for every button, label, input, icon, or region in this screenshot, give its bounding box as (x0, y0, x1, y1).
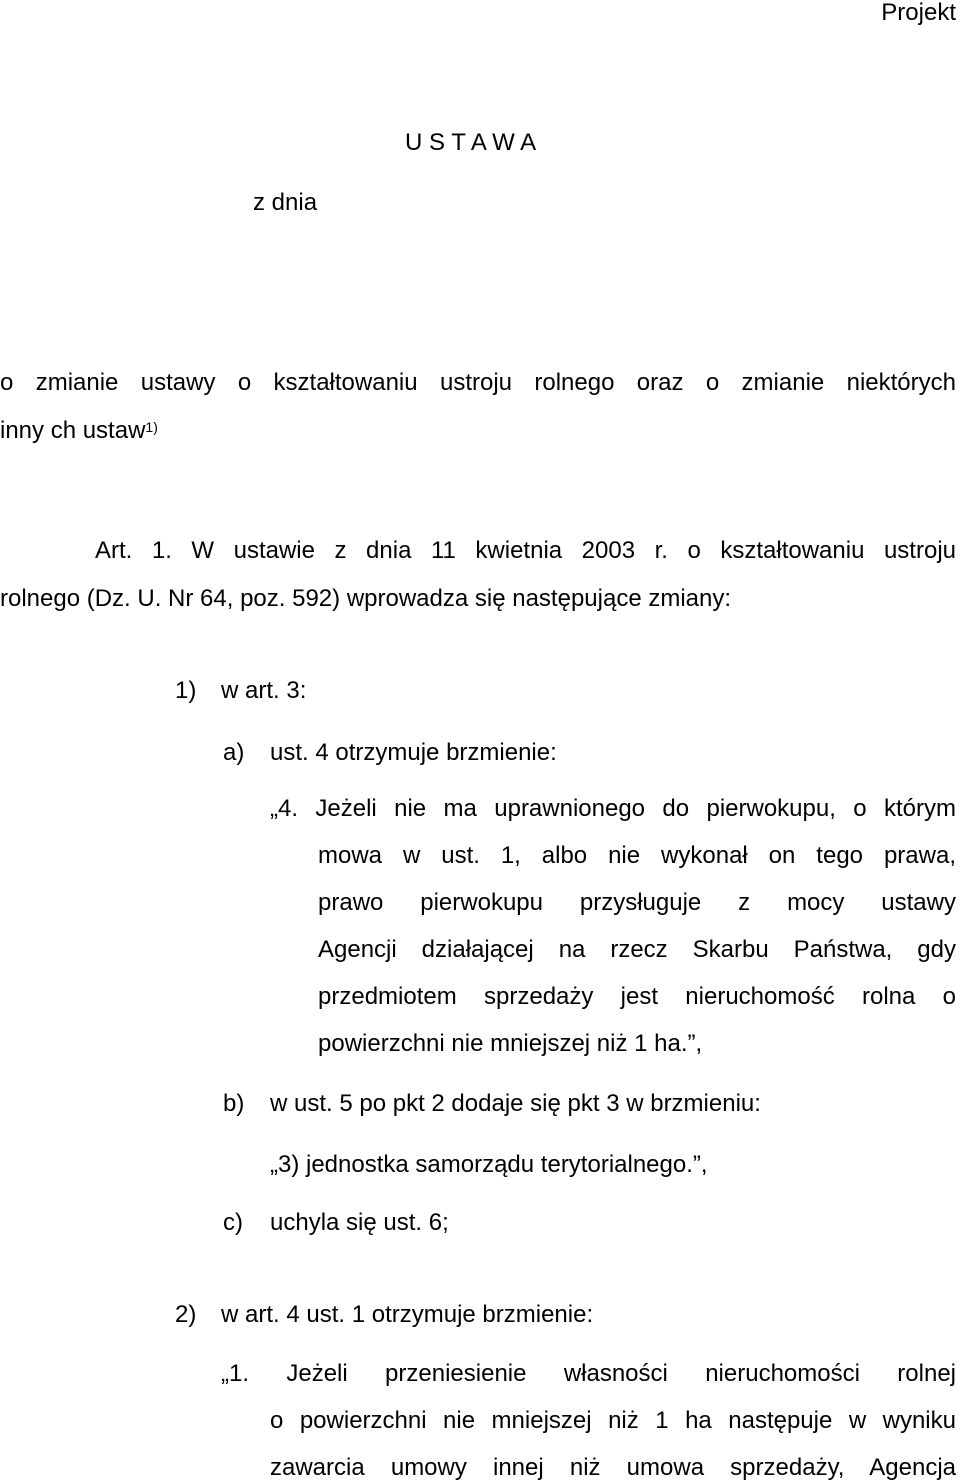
item-1a-text: ust. 4 otrzymuje brzmienie: (270, 739, 557, 766)
quote-4-line-2 (318, 841, 956, 871)
item-1-text: w art. 3: (221, 677, 307, 704)
subject-line-2-text: inny ch ustaw (0, 417, 146, 444)
item-1-marker: 1) (175, 677, 197, 704)
project-label: Projekt (881, 0, 956, 26)
quote-1-line-2-text: o powierzchni nie mniejszej niż 1 ha następuje w wyniku (270, 1407, 956, 1434)
quote-1-line-2 (270, 1406, 956, 1436)
quote-4-line-2-text: mowa w ust. 1, albo nie wykonał on tego prawa, (318, 842, 956, 869)
quote-4-line-6: powierzchni nie mniejszej niż 1 ha.”, (318, 1030, 703, 1057)
subject-line-1 (0, 368, 956, 398)
quote-1-line-1-text: „1. Jeżeli przeniesienie własności nieruchomości rolnej (221, 1360, 956, 1387)
item-1a-marker: a) (223, 739, 245, 766)
quote-4-line-3 (318, 888, 956, 918)
document-date-line: z dnia (253, 189, 318, 216)
subject-line-2 (0, 416, 158, 446)
item-1b-marker: b) (223, 1090, 245, 1117)
quote-4-line-5-text: przedmiotem sprzedaży jest nieruchomość rolna o (318, 983, 956, 1010)
document-kind-title: U S T A W A (405, 129, 537, 156)
article-1-line-1 (95, 536, 956, 566)
quote-1-line-1 (221, 1359, 956, 1389)
item-1c-text: uchyla się ust. 6; (270, 1209, 449, 1236)
item-1b-text: w ust. 5 po pkt 2 dodaje się pkt 3 w brzmieniu: (270, 1090, 761, 1117)
quote-1-line-3-text: zawarcia umowy innej niż umowa sprzedaży, Agencja (270, 1454, 956, 1481)
item-2-marker: 2) (175, 1301, 197, 1328)
quote-4-line-1-text: „4. Jeżeli nie ma uprawnionego do pierwokupu, o którym (270, 795, 956, 822)
item-2-text: w art. 4 ust. 1 otrzymuje brzmienie: (221, 1301, 594, 1328)
quote-4-line-5 (318, 982, 956, 1012)
quote-4-line-1 (270, 794, 956, 824)
article-1-line-1-text: Art. 1. W ustawie z dnia 11 kwietnia 2003 r. o kształtowaniu ustroju (95, 537, 956, 564)
item-1c-marker: c) (223, 1209, 243, 1236)
quote-4-line-4-text: Agencji działającej na rzecz Skarbu Państwa, gdy (318, 936, 956, 963)
footnote-reference: 1) (145, 419, 158, 435)
subject-line-1-text: o zmianie ustawy o kształtowaniu ustroju rolnego oraz o zmianie niektórych (0, 369, 956, 396)
quote-3-line: „3) jednostka samorządu terytorialnego.”, (270, 1151, 708, 1178)
quote-1-line-3 (270, 1453, 956, 1483)
quote-4-line-4 (318, 935, 956, 965)
article-1-line-2: rolnego (Dz. U. Nr 64, poz. 592) wprowadza się następujące zmiany: (0, 585, 732, 612)
quote-4-line-3-text: prawo pierwokupu przysługuje z mocy ustawy (318, 889, 956, 916)
